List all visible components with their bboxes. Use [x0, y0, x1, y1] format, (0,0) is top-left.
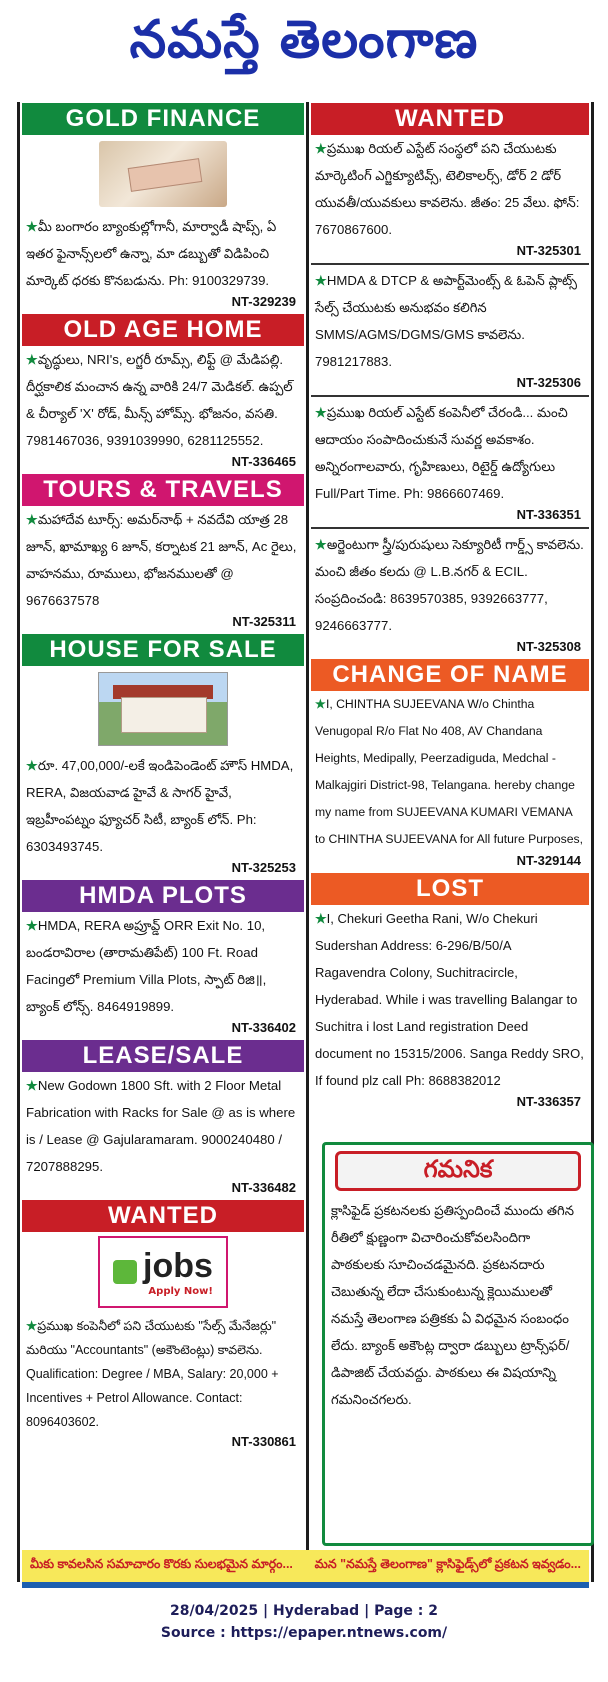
old-age-home-header: OLD AGE HOME — [22, 314, 304, 346]
right-column — [311, 103, 589, 1114]
star-icon: ★ — [26, 918, 38, 933]
wanted-ad: ★అర్జెంటుగా స్త్రీ/పురుషులు సెక్యూరిటీ గార్డ్స్ కావలెను. మంచి జీతం కలదు @ L.B.నగర్ & ECIL. సంప్రదించండి: 8639570385, 9392663777, 9246663777. — [315, 537, 584, 633]
footer-source-line: Source : https://epaper.ntnews.com/ — [160, 1625, 448, 1641]
star-icon: ★ — [26, 219, 38, 234]
ad-code: NT-325308 — [516, 639, 581, 654]
star-icon: ★ — [315, 911, 327, 926]
masthead — [0, 0, 608, 92]
lease-sale-ad: ★New Godown 1800 Sft. with 2 Floor Metal Fabrication with Racks for Sale @ as is where is / Lease @ Gajularamaram. 9000240480 / 7207888295. — [26, 1078, 296, 1174]
ad-code: NT-336465 — [231, 454, 296, 469]
gold-finance-header: GOLD FINANCE — [22, 103, 304, 135]
hmda-plots-ad: ★HMDA, RERA అప్రూవ్డ్ ORR Exit No. 10, బండరావిరాల (తారామతిపేట్) 100 Ft. Road Facingలో Premium Villa Plots, స్పాట్ రిజి॥, బ్యాంక్ లోన్స్. 8464919899. — [26, 918, 267, 1014]
jobs-logo-subtext: Apply Now! — [148, 1286, 213, 1297]
banner-strip — [22, 1582, 589, 1588]
star-icon: ★ — [26, 1319, 38, 1333]
banner-left-text: మీకు కావలసిన సమాచారం కొరకు సులభమైన మార్గం... — [30, 1557, 293, 1571]
wanted-ad: ★HMDA & DTCP & అపార్ట్‌మెంట్స్ & ఓపెన్ ప్లాట్స్ సేల్స్ చేయుటకు అనుభవం కలిగిన SMMS/AGMS/DGMS/GMS కావలెను. 7981217883. — [315, 273, 578, 369]
column-border-left — [17, 102, 20, 1582]
house-photo — [98, 672, 228, 746]
star-icon: ★ — [26, 352, 38, 367]
ad-code: NT-336351 — [516, 507, 581, 522]
wanted-ad: ★ప్రముఖ రియల్ ఎస్టేట్ కంపెనీలో చేరండి... మంచి ఆదాయం సంపాదించుకునే సువర్ణ అవకాశం. అన్నిరంగాలవారు, గృహిణులు, రిటైర్డ్ ఉద్యోగులు Full/Part Time. Ph: 9866607469. — [315, 405, 568, 501]
money-photo — [99, 141, 227, 207]
ad-divider — [311, 263, 589, 265]
ad-code: NT-336357 — [516, 1094, 581, 1109]
ad-code: NT-325311 — [232, 614, 296, 629]
ad-code: NT-330861 — [231, 1434, 296, 1449]
newspaper-title: నమస్తే తెలంగాణ — [129, 9, 479, 70]
change-of-name-ad: ★I, CHINTHA SUJEEVANA W/o Chintha Venugopal R/o Flat No 408, AV Chandana Heights, Medipally, Peerzadiguda, Medchal - Malkajgiri District-98, Telangana. hereby change my name from SUJEEVANA KUMARI VEMANA to CHINTHA SUJEEVANA for All future Purposes, — [315, 697, 583, 846]
ad-code: NT-329239 — [231, 294, 296, 309]
ad-code: NT-329144 — [516, 853, 581, 868]
wanted-jobs-ad: ★ప్రముఖ కంపెనీలో పని చేయుటకు "సేల్స్ మేనేజర్లు" మరియు "Accountants" (అకౌంటెంట్లు) కావలెను. Qualification: Degree / MBA, Salary: 20,000 + Incentives + Petrol Allowance. Contact: 8096403602. — [26, 1319, 279, 1429]
star-icon: ★ — [315, 697, 326, 711]
gold-finance-ad: ★మీ బంగారం బ్యాంకుల్లోగానీ, మార్వాడీ షాప్స్, ఏ ఇతర ఫైనాన్స్‌లలో ఉన్నా, మా డబ్బుతో విడిపించి మార్కెట్ ధరకు కొనబడును. Ph: 9100329739. — [26, 219, 277, 288]
star-icon: ★ — [315, 273, 327, 288]
notice-text: క్లాసిఫైడ్ ప్రకటనలకు ప్రతిస్పందించే ముందు తగిన రీతిలో క్షుణ్ణంగా విచారించుకోవలసిందిగా పాఠకులకు సూచించడమైనది. ప్రకటనదారు చెబుతున్న లేదా చేసుకుంటున్న క్లెయిములతో నమస్తే తెలంగాణ పత్రికకు ఏ విధమైన సంబంధం లేదు. బ్యాంక్ అకౌంట్ల ద్వారా డబ్బులు ట్రాన్స్‌ఫర్/డిపాజిట్ చేయవద్దు. పాఠకులు ఈ విషయాన్ని గమనించగలరు. — [331, 1203, 574, 1407]
lost-ad: ★I, Chekuri Geetha Rani, W/o Chekuri Sudershan Address: 6-296/B/50/A Ragavendra Colony, Suchitracircle, Hyderabad. While i was travelling Balangar to Suchitra i lost Land registration Deed document no 15315/2006. Sanga Reddy SRO, If found plz call Ph: 8688382012 — [315, 911, 584, 1088]
jobs-logo-text: jobs — [143, 1247, 213, 1285]
notice-title: గమనిక — [335, 1151, 581, 1191]
star-icon: ★ — [315, 141, 327, 156]
wanted-header: WANTED — [311, 103, 589, 135]
footer-date-line: 28/04/2025 | Hyderabad | Page : 2 — [169, 1603, 439, 1619]
house-for-sale-ad: ★రూ. 47,00,000/-లకే ఇండిపెండెంట్ హౌస్ HMDA, RERA, విజయవాడ హైవే & సాగర్ హైవే, ఇబ్రహీంపట్నం ఫ్యూచర్ సిటీ, బ్యాంక్ లోన్. Ph: 6303493745. — [26, 758, 294, 854]
star-icon: ★ — [26, 1078, 38, 1093]
lease-sale-header: LEASE/SALE — [22, 1040, 304, 1072]
column-divider — [306, 102, 309, 1557]
tours-travels-header: TOURS & TRAVELS — [22, 474, 304, 506]
tours-travels-ad: ★మహాదేవ టూర్స్: అమర్‌నాథ్ + నవదేవి యాత్ర 28 జూన్, ఖామాఖ్య 6 జూన్, కర్నాటక 21 జూన్, Ac రైలు, వాహనము, రూములు, భోజనములతో @ 9676637578 — [26, 512, 297, 608]
promo-banner — [22, 1550, 589, 1582]
star-icon: ★ — [315, 537, 327, 552]
change-of-name-header: CHANGE OF NAME — [311, 659, 589, 691]
hmda-plots-header: HMDA PLOTS — [22, 880, 304, 912]
star-icon: ★ — [26, 758, 38, 773]
old-age-home-ad: ★వృద్ధులు, NRI's, లగ్జరీ రూమ్స్, లిఫ్ట్ @ మేడిపల్లి. దీర్ఘకాలిక మంచాన ఉన్న వారికి 24/7 మెడికల్. ఉప్పల్ & చీర్యాల్ 'X' రోడ్, మీన్స్ హోమ్స్. భోజనం, వసతి. 7981467036, 9391039990, 6281125552. — [26, 352, 293, 448]
ad-code: NT-336402 — [231, 1020, 296, 1035]
star-icon: ★ — [315, 405, 327, 420]
notice-box — [322, 1142, 594, 1546]
page-footer — [0, 1600, 608, 1644]
ad-code: NT-325306 — [516, 375, 581, 390]
house-for-sale-header: HOUSE FOR SALE — [22, 634, 304, 666]
lost-header: LOST — [311, 873, 589, 905]
banner-right-text: మన "నమస్తే తెలంగాణ" క్లాసిఫైడ్స్‌లో ప్రకటన ఇవ్వడం... — [314, 1557, 581, 1571]
star-icon: ★ — [26, 512, 38, 527]
wanted-ad: ★ప్రముఖ రియల్ ఎస్టేట్ సంస్థలో పని చేయుటకు మార్కెటింగ్ ఎగ్జిక్యూటివ్స్, టెలికాలర్స్, డోర్ 2 డోర్ యువతీ/యువకులు కావలెను. జీతం: 25 వేలు. ఫోన్: 7670867600. — [315, 141, 580, 237]
ad-code: NT-336482 — [231, 1180, 296, 1195]
left-column — [22, 103, 304, 1454]
ad-divider — [311, 395, 589, 397]
ad-code: NT-325301 — [516, 243, 581, 258]
wanted-jobs-header: WANTED — [22, 1200, 304, 1232]
ad-code: NT-325253 — [231, 860, 296, 875]
jobs-logo — [98, 1236, 228, 1308]
ad-divider — [311, 527, 589, 529]
briefcase-icon — [113, 1260, 137, 1284]
